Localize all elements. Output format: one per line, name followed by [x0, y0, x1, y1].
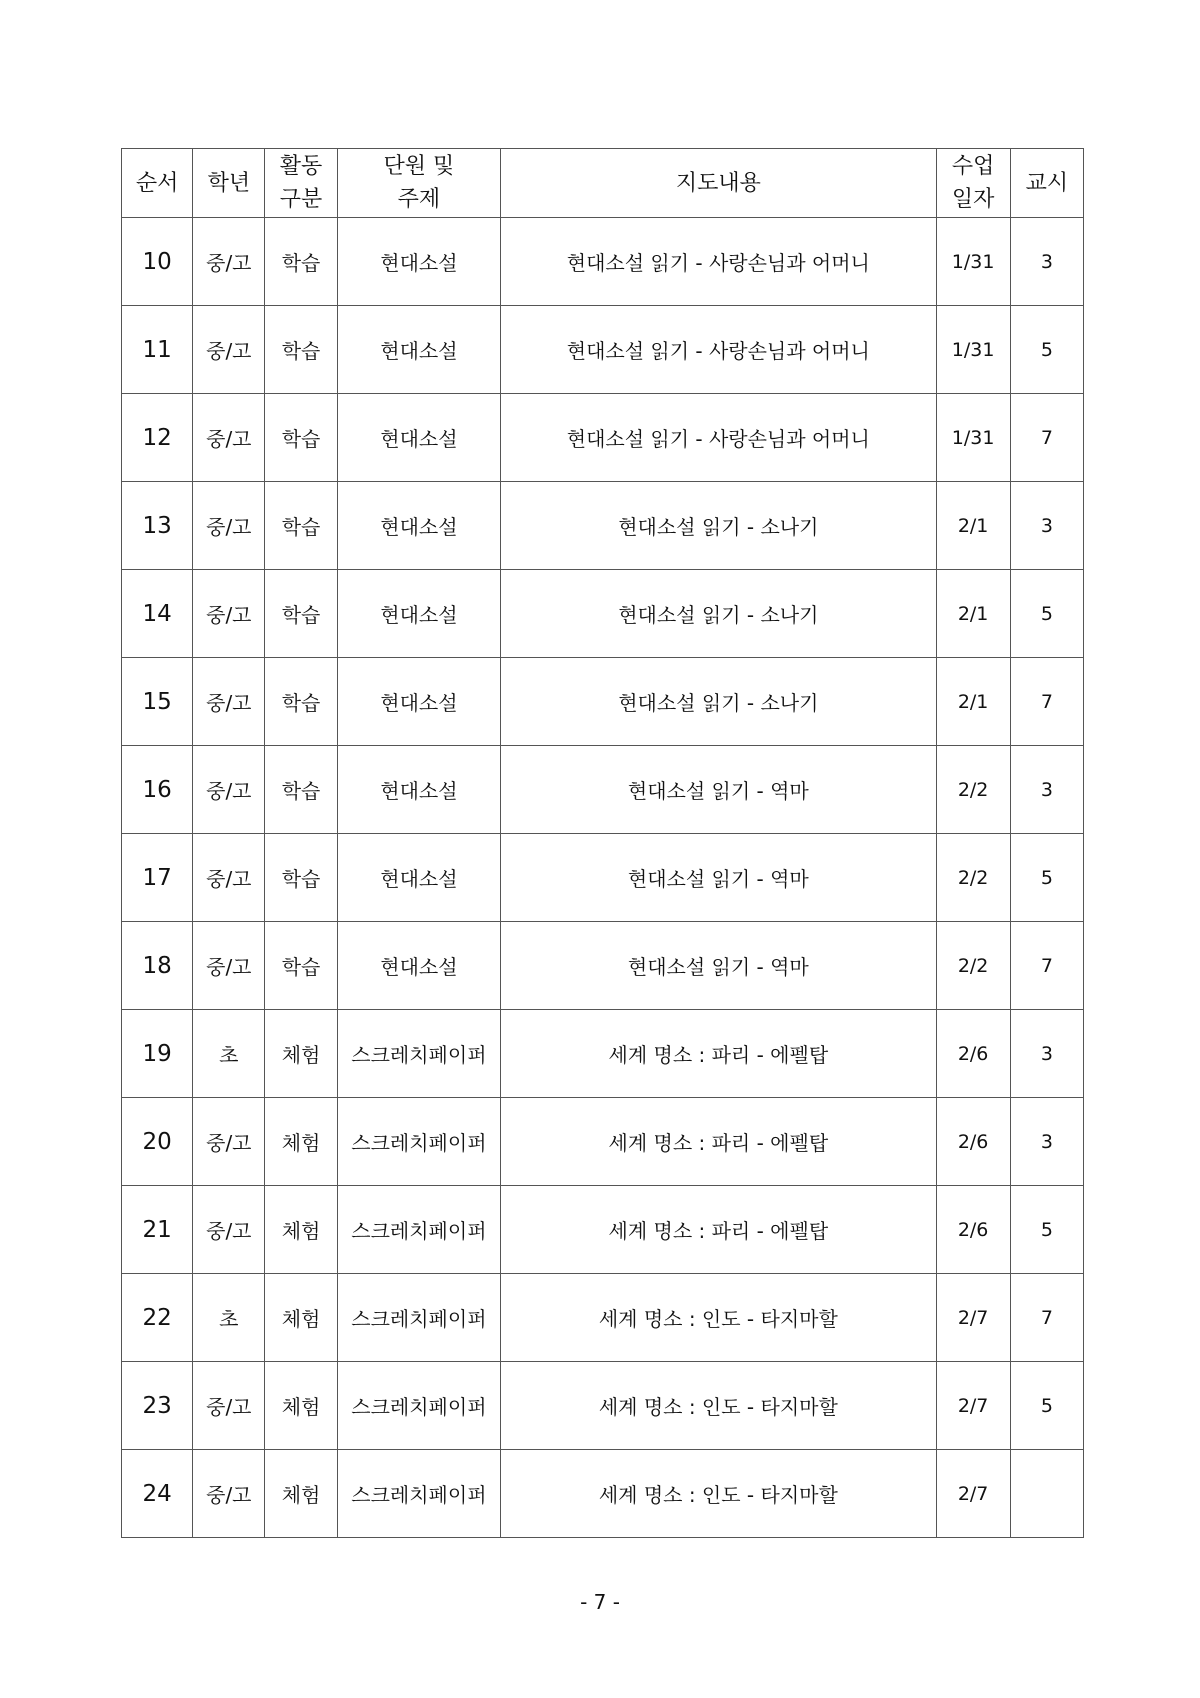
cell-date: 1/31 [936, 218, 1010, 306]
cell-period: 7 [1010, 394, 1083, 482]
table-row [122, 570, 1084, 658]
cell-content: 세계 명소 : 인도 - 타지마할 [501, 1362, 936, 1450]
cell-date: 2/1 [936, 482, 1010, 570]
cell-grade: 중/고 [193, 746, 265, 834]
cell-activity: 체험 [265, 1450, 337, 1538]
cell-content: 세계 명소 : 파리 - 에펠탑 [501, 1098, 936, 1186]
cell-grade: 중/고 [193, 218, 265, 306]
cell-grade: 중/고 [193, 834, 265, 922]
cell-grade: 중/고 [193, 482, 265, 570]
cell-unit: 현대소설 [337, 922, 501, 1010]
cell-date: 2/6 [936, 1010, 1010, 1098]
header-row [122, 149, 1084, 218]
cell-activity: 학습 [265, 482, 337, 570]
header-unit-line2: 주제 [397, 187, 441, 212]
cell-activity: 학습 [265, 658, 337, 746]
table-row [122, 1274, 1084, 1362]
cell-date: 2/2 [936, 922, 1010, 1010]
page-number: - 7 - [580, 1590, 620, 1614]
cell-unit: 현대소설 [337, 482, 501, 570]
header-date-line1: 수업 [951, 154, 995, 179]
cell-period: 3 [1010, 1098, 1083, 1186]
cell-grade: 중/고 [193, 306, 265, 394]
cell-order: 14 [122, 570, 193, 658]
cell-activity: 체험 [265, 1010, 337, 1098]
cell-activity: 학습 [265, 834, 337, 922]
cell-grade: 중/고 [193, 1186, 265, 1274]
cell-period: 3 [1010, 1010, 1083, 1098]
cell-content: 현대소설 읽기 - 사랑손님과 어머니 [501, 218, 936, 306]
cell-unit: 현대소설 [337, 834, 501, 922]
cell-unit: 현대소설 [337, 394, 501, 482]
cell-activity: 학습 [265, 394, 337, 482]
cell-unit: 스크레치페이퍼 [337, 1098, 501, 1186]
cell-period: 7 [1010, 922, 1083, 1010]
table-row [122, 1450, 1084, 1538]
cell-grade: 중/고 [193, 394, 265, 482]
cell-order: 21 [122, 1186, 193, 1274]
header-date [936, 149, 1010, 218]
cell-content: 현대소설 읽기 - 사랑손님과 어머니 [501, 306, 936, 394]
cell-order: 11 [122, 306, 193, 394]
cell-content: 현대소설 읽기 - 소나기 [501, 482, 936, 570]
cell-content: 현대소설 읽기 - 소나기 [501, 570, 936, 658]
header-activity [265, 149, 337, 218]
cell-period: 5 [1010, 1186, 1083, 1274]
table-row [122, 1010, 1084, 1098]
cell-unit: 현대소설 [337, 570, 501, 658]
cell-date: 2/7 [936, 1274, 1010, 1362]
cell-period: 3 [1010, 218, 1083, 306]
header-grade: 학년 [193, 149, 265, 218]
cell-date: 2/7 [936, 1362, 1010, 1450]
table-row [122, 746, 1084, 834]
cell-period: 7 [1010, 1274, 1083, 1362]
table-row [122, 1362, 1084, 1450]
cell-content: 세계 명소 : 파리 - 에펠탑 [501, 1010, 936, 1098]
cell-grade: 중/고 [193, 922, 265, 1010]
cell-unit: 현대소설 [337, 746, 501, 834]
header-unit [337, 149, 501, 218]
cell-order: 22 [122, 1274, 193, 1362]
cell-content: 현대소설 읽기 - 역마 [501, 834, 936, 922]
table-row [122, 394, 1084, 482]
cell-activity: 학습 [265, 746, 337, 834]
cell-activity: 학습 [265, 306, 337, 394]
header-order: 순서 [122, 149, 193, 218]
cell-grade: 중/고 [193, 1450, 265, 1538]
cell-content: 세계 명소 : 파리 - 에펠탑 [501, 1186, 936, 1274]
header-activity-line2: 구분 [279, 187, 323, 212]
schedule-table [121, 148, 1084, 1538]
cell-period: 3 [1010, 482, 1083, 570]
header-content: 지도내용 [501, 149, 936, 218]
cell-unit: 현대소설 [337, 658, 501, 746]
header-date-line2: 일자 [951, 187, 995, 212]
table-row [122, 218, 1084, 306]
cell-order: 16 [122, 746, 193, 834]
cell-date: 1/31 [936, 394, 1010, 482]
cell-date: 2/7 [936, 1450, 1010, 1538]
cell-activity: 체험 [265, 1362, 337, 1450]
cell-content: 현대소설 읽기 - 역마 [501, 746, 936, 834]
cell-grade: 중/고 [193, 1098, 265, 1186]
cell-date: 2/2 [936, 834, 1010, 922]
cell-unit: 스크레치페이퍼 [337, 1010, 501, 1098]
cell-order: 24 [122, 1450, 193, 1538]
cell-activity: 체험 [265, 1098, 337, 1186]
header-unit-line1: 단원 및 [383, 154, 455, 179]
cell-order: 18 [122, 922, 193, 1010]
cell-order: 17 [122, 834, 193, 922]
table-row [122, 1098, 1084, 1186]
cell-order: 20 [122, 1098, 193, 1186]
cell-period: 5 [1010, 306, 1083, 394]
cell-period: 5 [1010, 834, 1083, 922]
cell-unit: 스크레치페이퍼 [337, 1186, 501, 1274]
cell-date: 2/1 [936, 570, 1010, 658]
cell-date: 2/1 [936, 658, 1010, 746]
cell-period: 7 [1010, 658, 1083, 746]
cell-unit: 현대소설 [337, 306, 501, 394]
cell-order: 15 [122, 658, 193, 746]
cell-content: 현대소설 읽기 - 소나기 [501, 658, 936, 746]
cell-date: 1/31 [936, 306, 1010, 394]
cell-content: 세계 명소 : 인도 - 타지마할 [501, 1450, 936, 1538]
cell-activity: 학습 [265, 218, 337, 306]
table-row [122, 834, 1084, 922]
cell-order: 23 [122, 1362, 193, 1450]
table-row [122, 306, 1084, 394]
cell-activity: 학습 [265, 570, 337, 658]
cell-unit: 스크레치페이퍼 [337, 1450, 501, 1538]
cell-content: 세계 명소 : 인도 - 타지마할 [501, 1274, 936, 1362]
cell-order: 13 [122, 482, 193, 570]
cell-activity: 학습 [265, 922, 337, 1010]
table-row [122, 1186, 1084, 1274]
cell-unit: 스크레치페이퍼 [337, 1274, 501, 1362]
cell-order: 12 [122, 394, 193, 482]
cell-grade: 중/고 [193, 570, 265, 658]
cell-period: 3 [1010, 746, 1083, 834]
table-row [122, 922, 1084, 1010]
cell-grade: 중/고 [193, 658, 265, 746]
cell-order: 19 [122, 1010, 193, 1098]
cell-unit: 현대소설 [337, 218, 501, 306]
table-row [122, 482, 1084, 570]
cell-activity: 체험 [265, 1186, 337, 1274]
cell-date: 2/2 [936, 746, 1010, 834]
cell-period: 5 [1010, 570, 1083, 658]
cell-date: 2/6 [936, 1186, 1010, 1274]
cell-content: 현대소설 읽기 - 역마 [501, 922, 936, 1010]
cell-content: 현대소설 읽기 - 사랑손님과 어머니 [501, 394, 936, 482]
cell-grade: 초 [193, 1274, 265, 1362]
cell-period [1010, 1450, 1083, 1538]
cell-activity: 체험 [265, 1274, 337, 1362]
cell-unit: 스크레치페이퍼 [337, 1362, 501, 1450]
cell-period: 5 [1010, 1362, 1083, 1450]
header-activity-line1: 활동 [279, 154, 323, 179]
cell-order: 10 [122, 218, 193, 306]
table-row [122, 658, 1084, 746]
cell-date: 2/6 [936, 1098, 1010, 1186]
cell-grade: 중/고 [193, 1362, 265, 1450]
cell-grade: 초 [193, 1010, 265, 1098]
header-period: 교시 [1010, 149, 1083, 218]
